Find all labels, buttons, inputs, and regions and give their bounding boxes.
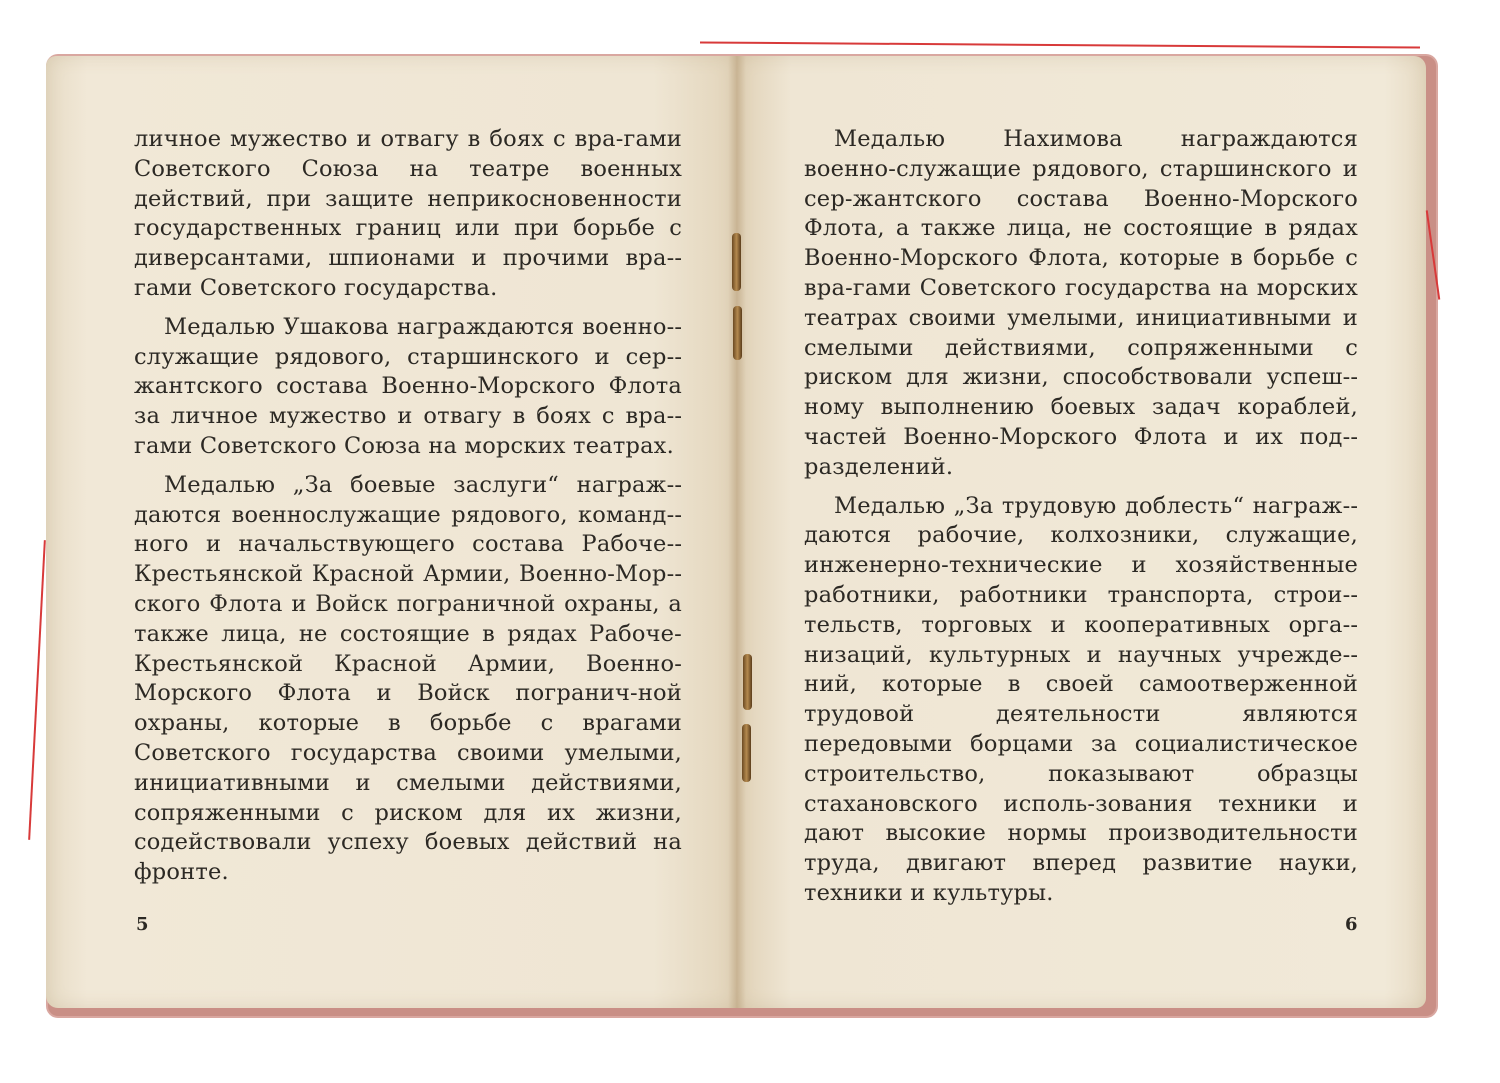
staple-top-upper xyxy=(732,233,741,291)
page-gutter xyxy=(728,56,746,1008)
left-paragraph-3: Медалью „За боевые заслуги“ награж-даются военнослужащие рядового, команд-ного и начальствующего состава Рабоче-Крестьянской Красной Армии, Военно-Мор-ского Флота и Войск пограничной охраны, а также лица, не состоящие в рядах Рабоче-Крестьянской Красной Армии, Военно-Морского Флота и Войск погранич-ной охраны, которые в борьбе с врагами Советского государства своими умелыми, инициативными и смелыми действиями, сопряженными с риском для их жизни, содействовали успеху боевых действий на фронте. xyxy=(134,471,682,886)
open-booklet xyxy=(42,52,1437,1017)
staple-bottom-lower xyxy=(742,724,751,782)
page-number-right: 6 xyxy=(1345,914,1358,935)
right-page-text xyxy=(804,125,1358,918)
left-paragraph-2: Медалью Ушакова награждаются военно-служащие рядового, старшинского и сер-жантского состава Военно-Морского Флота за личное мужество и отвагу в боях с вра-гами Советского Союза на морских театрах. xyxy=(134,313,682,459)
left-page-text xyxy=(134,125,682,897)
staple-bottom-upper xyxy=(743,654,752,710)
staple-top-lower xyxy=(733,306,742,360)
red-thread-top xyxy=(700,41,1420,48)
page-number-left: 5 xyxy=(136,914,149,935)
right-paragraph-2: Медалью „За трудовую доблесть“ награж-даются рабочие, колхозники, служащие, инженерно-технические и хозяйственные работники, работники транспорта, строи-тельств, торговых и кооперативных орга-низаций, культурных и научных учрежде-ний, которые в своей самоотверженной трудовой деятельности являются передовыми борцами за социалистическое строительство, показывают образцы стахановского исполь-зования техники и дают высокие нормы производительности труда, двигают вперед развитие науки, техники и культуры. xyxy=(804,492,1358,906)
left-paragraph-1: личное мужество и отвагу в боях с вра-гами Советского Союза на театре военных действий, при защите неприкосновенности государственных границ или при борьбе с диверсантами, шпионами и прочими вра-гами Советского государства. xyxy=(134,126,682,301)
right-paragraph-1: Медалью Нахимова награждаются военно-служащие рядового, старшинского и сер-жантского состава Военно-Морского Флота, а также лица, не состоящие в рядах Военно-Морского Флота, которые в борьбе с вра-гами Советского государства на морских театрах своими умелыми, инициативными и смелыми действиями, сопряженными с риском для жизни, способствовали успеш-ному выполнению боевых задач кораблей, частей Военно-Морского Флота и их под-разделений. xyxy=(804,126,1358,480)
